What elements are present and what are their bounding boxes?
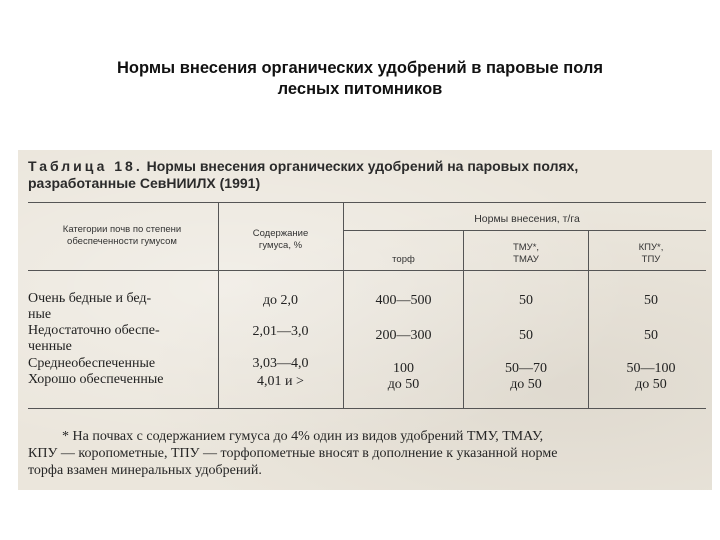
col-divider-2 [343,202,344,408]
footnote-line-2: КПУ — коропометные, ТПУ — торфопометные вносят в дополнение к указанной норме [28,446,558,461]
row-3-humus: 3,03—4,0 [252,356,309,371]
header-bottom-rule [28,270,706,271]
scanned-table-image [18,150,712,490]
row-3-peat [346,361,461,393]
row-3-peat-line-1: 100 [393,361,414,376]
table-row-2-label [28,323,213,355]
table-footnote [28,428,712,479]
row-1-label-line-1: Очень бедные и бед- [28,291,152,306]
row-2-tmu: 50 [519,328,533,343]
row-1-tmu: 50 [519,293,533,308]
row-2-label-line-2: ченные [28,339,72,354]
header-category-line-1: Категории почв по степени [62,224,182,235]
header-kpu [591,242,711,266]
table-row-1-label [28,291,213,323]
header-humus-line-2: гумуса, % [258,240,303,251]
table-caption-label: Таблица 18. [28,158,143,174]
header-humus-line-1: Содержание [252,228,309,239]
col-divider-4 [588,230,589,408]
col-divider-3 [463,230,464,408]
row-2-kpu: 50 [644,328,658,343]
table-row-4-label: Хорошо обеспеченные [28,372,164,387]
table-caption [28,158,708,192]
row-2-humus: 2,01—3,0 [252,324,309,339]
row-2-peat: 200—300 [375,328,432,343]
row-4-humus: 4,01 и > [257,374,304,389]
table-caption-text: Нормы внесения органических удобрений на паровых полях, [146,158,579,174]
header-norms: Нормы внесения, т/га [474,213,580,225]
table-row-3-label: Среднеобеспеченные [28,356,156,371]
header-kpu-line-2: ТПУ [641,254,661,265]
row-3-kpu-line-2: до 50 [635,377,667,392]
table-bottom-rule [28,408,706,409]
table-caption-line-2: разработанные СевНИИЛХ (1991) [28,175,261,191]
norms-sub-rule [343,230,706,231]
slide-title-line-1: Нормы внесения органических удобрений в паровые поля [116,59,604,77]
row-1-kpu: 50 [644,293,658,308]
row-3-kpu-line-1: 50—100 [626,361,676,376]
header-tmu [466,242,586,266]
header-tmu-line-2: ТМАУ [513,254,539,265]
row-3-peat-line-2: до 50 [387,377,420,392]
col-divider-1 [218,202,219,408]
header-category-line-2: обеспеченности гумусом [67,236,177,247]
header-peat: торф [392,254,415,265]
row-1-humus: до 2,0 [262,293,299,308]
row-3-tmu [466,361,586,393]
table-top-rule [28,202,706,203]
row-3-kpu [591,361,711,393]
slide-title-line-2: лесных питомников [277,80,443,98]
row-3-tmu-line-2: до 50 [510,377,542,392]
header-category [28,224,216,248]
footnote-line-3: торфа взамен минеральных удобрений. [28,463,262,478]
slide-title [40,58,680,100]
row-1-peat: 400—500 [375,293,432,308]
row-3-tmu-line-1: 50—70 [505,361,547,376]
row-1-label-line-2: ные [28,307,52,322]
header-kpu-line-1: КПУ*, [638,242,664,253]
footnote-line-1: * На почвах с содержанием гумуса до 4% один из видов удобрений ТМУ, ТМАУ, [62,429,544,444]
header-tmu-line-1: ТМУ*, [512,242,540,253]
header-humus [220,228,341,252]
row-2-label-line-1: Недостаточно обеспе- [28,323,160,338]
